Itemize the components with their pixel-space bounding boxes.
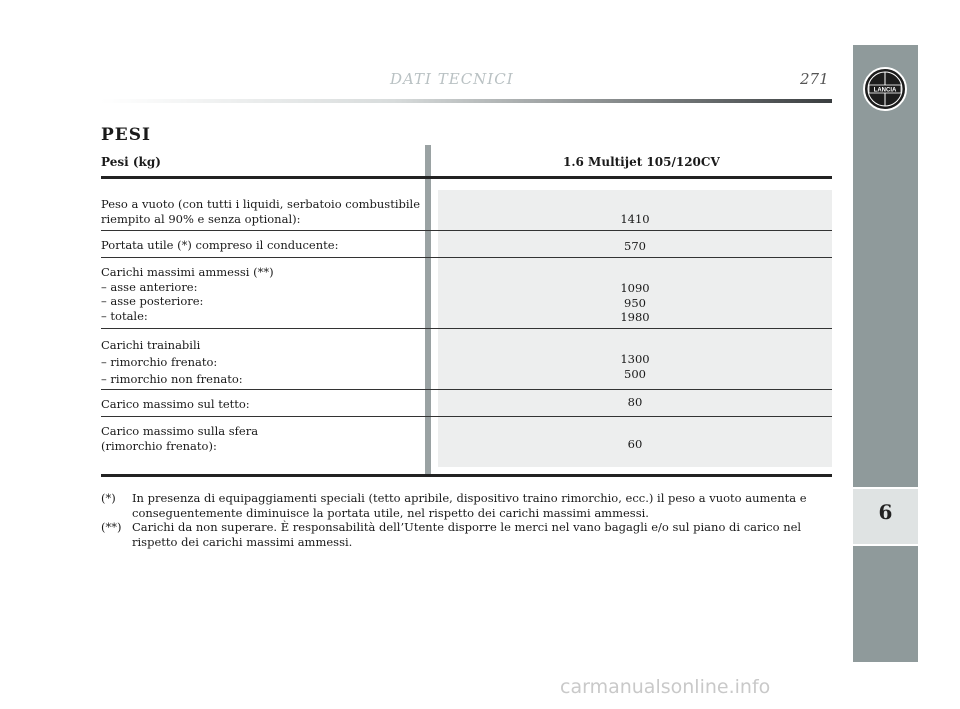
- footnote: [101, 491, 833, 520]
- table-row-value: 570: [624, 239, 646, 253]
- running-header-title: DATI TECNICI: [390, 70, 514, 88]
- table-row-value: 1090 950 1980: [620, 281, 650, 324]
- footnote-mark: (**): [101, 520, 122, 534]
- section-title: PESI: [101, 125, 151, 145]
- table-row-label: Carichi massimi ammessi (**) – asse anteriore: – asse posteriore: – totale:: [101, 265, 274, 323]
- row-divider: [101, 416, 832, 417]
- table-row-label: Carico massimo sul tetto:: [101, 397, 250, 411]
- table-row-value: 80: [627, 395, 643, 409]
- row-divider: [101, 230, 832, 231]
- header-rule: [100, 99, 832, 103]
- row-divider: [101, 257, 832, 258]
- chapter-number: 6: [878, 500, 893, 524]
- footnote-mark: (*): [101, 491, 116, 505]
- table-row-label: Carico massimo sulla sfera (rimorchio frenato):: [101, 424, 259, 453]
- table-row-label: Carichi trainabili – rimorchio frenato: – rimorchio non frenato:: [101, 338, 243, 386]
- logo-text: LANCIA: [873, 87, 897, 94]
- footnote-text: Carichi da non superare. È responsabilità dell’Utente disporre le merci nel vano bagagli e/o sul piano di carico nel rispetto dei carichi massimi ammessi.: [132, 520, 802, 549]
- row-divider: [101, 389, 832, 390]
- table-row-label: Peso a vuoto (con tutti i liquidi, serbatoio combustibile riempito al 90% e senza optional):: [101, 197, 421, 226]
- watermark-text: carmanualsonline.info: [560, 676, 771, 698]
- chapter-side-tab: [853, 45, 918, 662]
- row-divider: [101, 328, 832, 329]
- column-header-weights: Pesi (kg): [101, 155, 161, 169]
- lancia-logo: [862, 66, 908, 112]
- table-row-value: 60: [627, 437, 643, 451]
- footnote: [101, 520, 833, 549]
- table-row-label: Portata utile (*) compreso il conducente:: [101, 238, 339, 252]
- table-bottom-rule: [101, 474, 832, 477]
- column-divider: [425, 145, 431, 475]
- table-row-value: 1300 500: [620, 352, 650, 381]
- header-bottom-rule: [101, 176, 832, 179]
- footnotes: [101, 491, 833, 549]
- table-row-value: 1410: [620, 212, 650, 226]
- footnote-text: In presenza di equipaggiamenti speciali (tetto apribile, dispositivo traino rimorchio, ecc.) il peso a vuoto aumenta e conseguentemente diminuisce la portata utile, nel rispetto dei carichi massimi ammessi.: [132, 491, 807, 520]
- page-number: 271: [800, 70, 829, 88]
- column-header-engine: 1.6 Multijet 105/120CV: [563, 155, 720, 169]
